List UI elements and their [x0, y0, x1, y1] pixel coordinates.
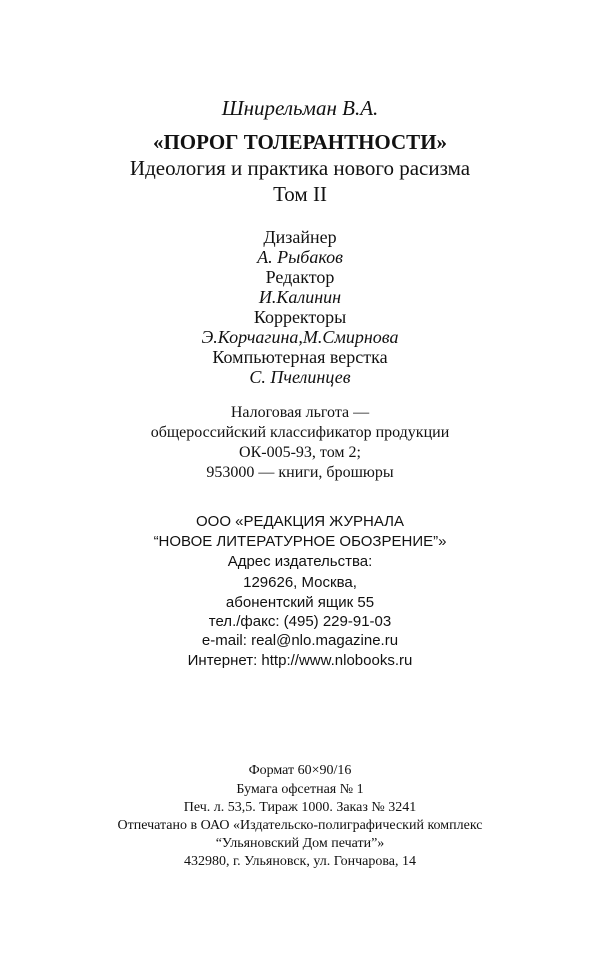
paper-type: Бумага офсетная № 1 — [236, 782, 364, 797]
tax-line: 953000 — книги, брошюры — [206, 464, 394, 481]
book-title: «ПОРОГ ТОЛЕРАНТНОСТИ» — [152, 130, 448, 154]
credit-name: С. Пчелинцев — [249, 367, 351, 387]
credit-name: И.Калинин — [258, 287, 342, 307]
author: Шнирельман В.А. — [221, 96, 379, 120]
tax-line: ОК-005-93, том 2; — [239, 444, 361, 461]
publisher-name: “НОВОЕ ЛИТЕРАТУРНОЕ ОБОЗРЕНИЕ”» — [153, 533, 447, 550]
address-box: абонентский ящик 55 — [225, 594, 375, 611]
book-subtitle: Идеология и практика нового расизма — [129, 156, 471, 180]
address-label: Адрес издательства: — [227, 553, 373, 570]
credit-name: Э.Корчагина,М.Смирнова — [201, 327, 399, 347]
volume-number: Том II — [273, 182, 327, 206]
print-run-info: Печ. л. 53,5. Тираж 1000. Заказ № 3241 — [183, 800, 417, 815]
credit-role: Компьютерная верстка — [212, 347, 388, 367]
printer-name: “Ульяновский Дом печати”» — [215, 836, 385, 851]
tax-line: общероссийский классификатор продукции — [150, 424, 450, 441]
website: Интернет: http://www.nlobooks.ru — [187, 652, 413, 669]
printer-address: 432980, г. Ульяновск, ул. Гончарова, 14 — [184, 854, 416, 869]
credit-role: Редактор — [265, 267, 335, 287]
publisher-name: ООО «РЕДАКЦИЯ ЖУРНАЛА — [195, 513, 405, 530]
credit-role: Дизайнер — [263, 227, 337, 247]
printed-at: Отпечатано в ОАО «Издательско-полиграфический комплекс — [117, 818, 483, 833]
credit-name: А. Рыбаков — [257, 247, 343, 267]
phone-fax: тел./факс: (495) 229-91-03 — [208, 613, 392, 630]
email: e-mail: real@nlo.magazine.ru — [201, 632, 399, 649]
credit-role: Корректоры — [253, 307, 347, 327]
address-city: 129626, Москва, — [243, 574, 357, 591]
tax-line: Налоговая льгота — — [230, 404, 370, 421]
book-format: Формат 60×90/16 — [248, 763, 352, 778]
